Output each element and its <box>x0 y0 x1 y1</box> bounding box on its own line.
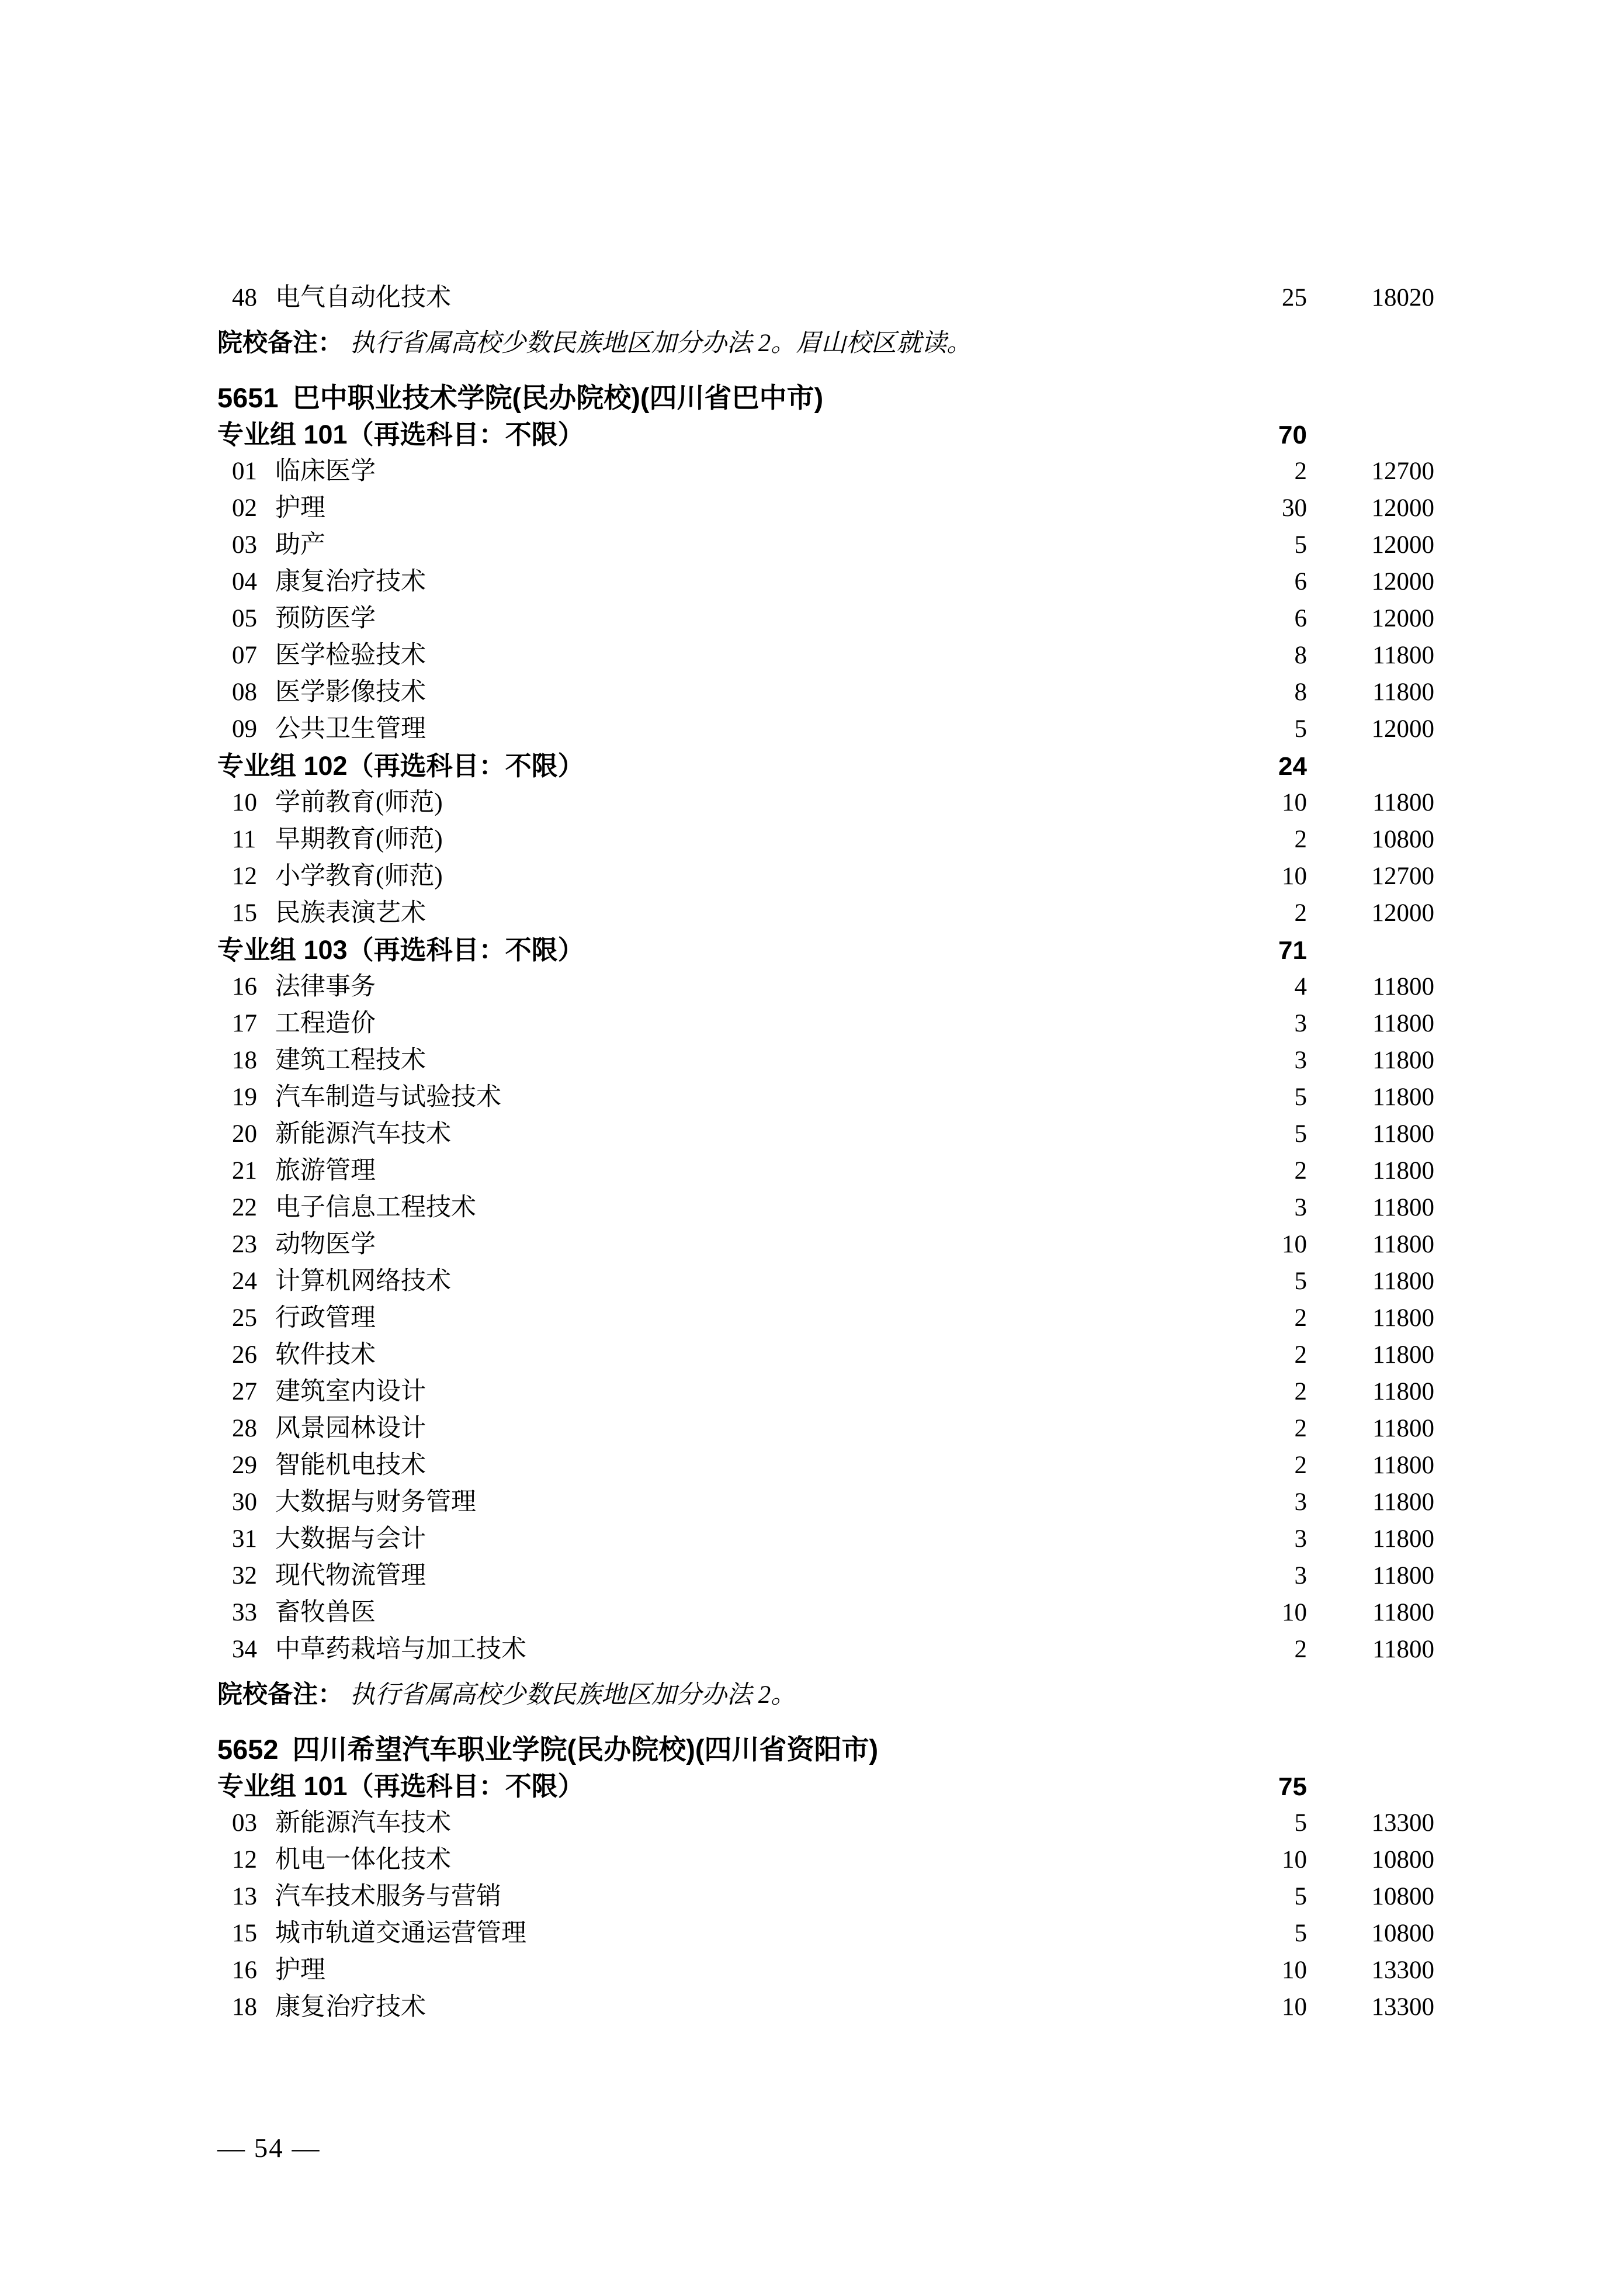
major-title <box>232 1952 1213 1989</box>
fee-value: 11800 <box>1372 1488 1434 1516</box>
major-name: 电气自动化技术 <box>275 284 451 311</box>
major-name: 新能源汽车技术 <box>275 1809 451 1837</box>
major-title <box>232 279 1213 316</box>
fee-value: 12000 <box>1371 494 1434 522</box>
major-title <box>232 600 1213 637</box>
major-row <box>217 1042 1434 1079</box>
major-name: 早期教育(师范) <box>275 826 443 853</box>
major-row <box>217 1805 1434 1841</box>
fee-value: 11800 <box>1372 1194 1434 1221</box>
major-title <box>232 895 1213 931</box>
major-title <box>232 1336 1213 1373</box>
major-title <box>232 674 1213 711</box>
fee-value: 11800 <box>1372 1341 1434 1369</box>
quota-value: 2 <box>1294 458 1307 485</box>
major-row <box>217 1878 1434 1915</box>
major-row <box>217 1841 1434 1878</box>
major-row <box>217 1116 1434 1152</box>
major-title <box>232 453 1213 490</box>
quota-value: 5 <box>1294 1083 1307 1111</box>
fee-value: 11800 <box>1372 1304 1434 1332</box>
major-name: 大数据与财务管理 <box>275 1488 476 1516</box>
fee-value: 11800 <box>1372 642 1434 669</box>
major-title <box>232 1263 1213 1300</box>
major-title <box>232 527 1213 563</box>
major-code: 16 <box>232 973 257 1000</box>
fee-value: 11800 <box>1372 789 1434 816</box>
major-code: 27 <box>232 1378 257 1405</box>
major-row <box>217 711 1434 747</box>
major-title <box>232 1410 1213 1447</box>
fee-value: 12000 <box>1371 715 1434 743</box>
major-code: 12 <box>232 863 257 890</box>
group-header <box>217 1768 1434 1805</box>
fee-value: 11800 <box>1372 678 1434 706</box>
major-name: 学前教育(师范) <box>275 789 443 816</box>
major-code: 24 <box>232 1268 257 1295</box>
major-title <box>232 1484 1213 1521</box>
major-name: 计算机网络技术 <box>275 1268 451 1295</box>
fee-value: 12000 <box>1371 899 1434 927</box>
fee-value: 13300 <box>1371 1809 1434 1837</box>
major-name: 护理 <box>275 494 325 522</box>
major-name: 公共卫生管理 <box>275 715 426 743</box>
major-row <box>217 1484 1434 1521</box>
major-code: 33 <box>232 1599 257 1626</box>
major-name: 大数据与会计 <box>275 1525 426 1553</box>
quota-value: 3 <box>1294 1488 1307 1516</box>
fee-value: 18020 <box>1371 284 1434 311</box>
quota-value: 5 <box>1294 531 1307 559</box>
institution-code: 5651 <box>217 382 279 413</box>
quota-value: 3 <box>1294 1194 1307 1221</box>
major-code: 28 <box>232 1415 257 1442</box>
quota-value: 5 <box>1294 715 1307 743</box>
major-code: 34 <box>232 1636 257 1663</box>
major-row <box>217 821 1434 858</box>
major-row <box>217 1989 1434 2025</box>
fee-value: 11800 <box>1372 1599 1434 1626</box>
major-name: 民族表演艺术 <box>275 899 426 927</box>
major-title <box>232 1878 1213 1915</box>
major-title <box>232 1005 1213 1042</box>
major-title <box>232 1521 1213 1557</box>
major-name: 智能机电技术 <box>275 1452 426 1479</box>
major-title <box>232 490 1213 527</box>
major-name: 现代物流管理 <box>275 1562 426 1589</box>
group-label: 专业组 103（再选科目：不限） <box>217 935 584 965</box>
major-title <box>232 821 1213 858</box>
fee-value: 13300 <box>1371 1993 1434 2021</box>
major-code: 04 <box>232 568 257 595</box>
major-code: 12 <box>232 1846 257 1873</box>
major-code: 05 <box>232 605 257 632</box>
major-title <box>232 858 1213 895</box>
quota-value: 10 <box>1282 1956 1307 1984</box>
major-title <box>232 1631 1213 1668</box>
major-name: 医学影像技术 <box>275 678 426 706</box>
fee-value: 10800 <box>1371 1920 1434 1947</box>
major-row <box>217 784 1434 821</box>
fee-value: 11800 <box>1372 1268 1434 1295</box>
quota-value: 2 <box>1294 1304 1307 1332</box>
quota-value: 10 <box>1282 1231 1307 1258</box>
fee-value: 10800 <box>1371 1846 1434 1873</box>
quota-value: 6 <box>1294 568 1307 595</box>
major-name: 工程造价 <box>275 1010 376 1037</box>
major-code: 25 <box>232 1304 257 1332</box>
group-label: 专业组 101（再选科目：不限） <box>217 1771 584 1801</box>
major-row <box>217 1410 1434 1447</box>
fee-value: 11800 <box>1372 1010 1434 1037</box>
major-code: 13 <box>232 1883 257 1910</box>
major-row <box>217 600 1434 637</box>
major-row <box>217 968 1434 1005</box>
quota-value: 8 <box>1294 678 1307 706</box>
quota-value: 5 <box>1294 1920 1307 1947</box>
major-name: 康复治疗技术 <box>275 568 426 595</box>
major-row <box>217 1521 1434 1557</box>
major-name: 风景园林设计 <box>275 1415 426 1442</box>
major-code: 31 <box>232 1525 257 1553</box>
group-label: 专业组 102（再选科目：不限） <box>217 751 584 781</box>
quota-value: 5 <box>1294 1268 1307 1295</box>
remarks-label: 院校备注： <box>217 1681 343 1709</box>
fee-value: 11800 <box>1372 973 1434 1000</box>
fee-value: 11800 <box>1372 1120 1434 1148</box>
major-row <box>217 674 1434 711</box>
quota-value: 5 <box>1294 1809 1307 1837</box>
major-title <box>232 711 1213 747</box>
fee-value: 11800 <box>1372 1415 1434 1442</box>
major-name: 小学教育(师范) <box>275 863 443 890</box>
quota-value: 2 <box>1294 1415 1307 1442</box>
major-code: 29 <box>232 1452 257 1479</box>
major-row <box>217 1300 1434 1336</box>
major-name: 中草药栽培与加工技术 <box>275 1636 526 1663</box>
fee-value: 10800 <box>1371 826 1434 853</box>
major-title <box>232 1300 1213 1336</box>
quota-value: 2 <box>1294 899 1307 927</box>
major-name: 机电一体化技术 <box>275 1846 451 1873</box>
major-row <box>217 490 1434 527</box>
page-number: — 54 — <box>217 2133 321 2163</box>
major-title <box>232 637 1213 674</box>
major-name: 护理 <box>275 1956 325 1984</box>
major-code: 15 <box>232 1920 257 1947</box>
major-name: 助产 <box>275 531 325 559</box>
fee-value: 12000 <box>1371 568 1434 595</box>
major-row <box>217 1079 1434 1116</box>
major-title <box>232 1447 1213 1484</box>
major-name: 汽车技术服务与营销 <box>275 1883 501 1910</box>
fee-value: 11800 <box>1372 1378 1434 1405</box>
fee-value: 11800 <box>1372 1047 1434 1074</box>
major-title <box>232 784 1213 821</box>
major-title <box>232 1841 1213 1878</box>
group-quota: 71 <box>1278 936 1307 965</box>
group-quota: 75 <box>1278 1772 1307 1801</box>
major-row <box>217 1915 1434 1952</box>
major-name: 软件技术 <box>275 1341 376 1369</box>
quota-value: 8 <box>1294 642 1307 669</box>
quota-value: 2 <box>1294 1452 1307 1479</box>
major-title <box>232 563 1213 600</box>
major-row <box>217 527 1434 563</box>
remarks-text: 执行省属高校少数民族地区加分办法 2。 <box>350 1681 796 1709</box>
major-row <box>217 858 1434 895</box>
quota-value: 3 <box>1294 1562 1307 1589</box>
major-code: 02 <box>232 494 257 522</box>
quota-value: 10 <box>1282 789 1307 816</box>
major-name: 临床医学 <box>275 458 376 485</box>
quota-value: 2 <box>1294 1157 1307 1185</box>
group-header <box>217 931 1434 968</box>
group-header <box>217 747 1434 784</box>
major-row <box>217 895 1434 931</box>
fee-value: 10800 <box>1371 1883 1434 1910</box>
major-title <box>232 1989 1213 2025</box>
major-name: 建筑工程技术 <box>275 1047 426 1074</box>
quota-value: 10 <box>1282 863 1307 890</box>
major-title <box>232 1079 1213 1116</box>
major-code: 07 <box>232 642 257 669</box>
remarks-line <box>217 1677 1434 1713</box>
institution-header <box>217 1731 1434 1768</box>
major-code: 26 <box>232 1341 257 1369</box>
quota-value: 10 <box>1282 1599 1307 1626</box>
fee-value: 11800 <box>1372 1083 1434 1111</box>
major-code: 03 <box>232 1809 257 1837</box>
major-row <box>217 1005 1434 1042</box>
major-title <box>232 1152 1213 1189</box>
institution-title <box>217 379 1434 416</box>
major-row <box>217 1952 1434 1989</box>
major-name: 汽车制造与试验技术 <box>275 1083 501 1111</box>
major-row <box>217 453 1434 490</box>
major-name: 动物医学 <box>275 1231 376 1258</box>
quota-value: 2 <box>1294 1378 1307 1405</box>
major-title <box>232 1373 1213 1410</box>
major-name: 康复治疗技术 <box>275 1993 426 2021</box>
major-code: 19 <box>232 1083 257 1111</box>
major-row <box>217 1189 1434 1226</box>
quota-value: 30 <box>1282 494 1307 522</box>
major-row <box>217 563 1434 600</box>
major-code: 30 <box>232 1488 257 1516</box>
institution-header <box>217 379 1434 416</box>
fee-value: 11800 <box>1372 1231 1434 1258</box>
institution-name: 四川希望汽车职业学院(民办院校)(四川省资阳市) <box>292 1734 879 1765</box>
major-name: 城市轨道交通运营管理 <box>275 1920 526 1947</box>
institution-name: 巴中职业技术学院(民办院校)(四川省巴中市) <box>292 382 824 413</box>
major-code: 11 <box>232 826 256 853</box>
institution-title <box>217 1731 1434 1768</box>
major-row <box>217 1373 1434 1410</box>
major-title <box>232 1915 1213 1952</box>
quota-value: 10 <box>1282 1993 1307 2021</box>
quota-value: 5 <box>1294 1120 1307 1148</box>
major-title <box>232 1042 1213 1079</box>
major-title <box>232 968 1213 1005</box>
major-code: 15 <box>232 899 257 927</box>
group-quota: 70 <box>1278 421 1307 449</box>
major-row <box>217 279 1434 316</box>
major-row <box>217 1263 1434 1300</box>
major-name: 旅游管理 <box>275 1157 376 1185</box>
major-title <box>232 1116 1213 1152</box>
major-name: 建筑室内设计 <box>275 1378 426 1405</box>
quota-value: 3 <box>1294 1047 1307 1074</box>
fee-value: 12000 <box>1371 531 1434 559</box>
quota-value: 10 <box>1282 1846 1307 1873</box>
remarks-line <box>217 325 1434 362</box>
major-name: 行政管理 <box>275 1304 376 1332</box>
major-row <box>217 1226 1434 1263</box>
major-name: 医学检验技术 <box>275 642 426 669</box>
quota-value: 3 <box>1294 1010 1307 1037</box>
major-title <box>232 1189 1213 1226</box>
major-title <box>232 1805 1213 1841</box>
fee-value: 13300 <box>1371 1956 1434 1984</box>
major-code: 17 <box>232 1010 257 1037</box>
major-code: 21 <box>232 1157 257 1185</box>
major-row <box>217 1336 1434 1373</box>
major-code: 18 <box>232 1993 257 2021</box>
group-quota: 24 <box>1278 752 1307 781</box>
major-name: 新能源汽车技术 <box>275 1120 451 1148</box>
fee-value: 12700 <box>1371 458 1434 485</box>
remarks-text: 执行省属高校少数民族地区加分办法 2。眉山校区就读。 <box>350 330 972 357</box>
major-code: 10 <box>232 789 257 816</box>
institution-code: 5652 <box>217 1734 279 1765</box>
remarks-label: 院校备注： <box>217 329 343 357</box>
quota-value: 25 <box>1282 284 1307 311</box>
major-row <box>217 637 1434 674</box>
major-code: 01 <box>232 458 257 485</box>
major-name: 畜牧兽医 <box>275 1599 376 1626</box>
fee-value: 12000 <box>1371 605 1434 632</box>
fee-value: 11800 <box>1372 1562 1434 1589</box>
fee-value: 12700 <box>1371 863 1434 890</box>
quota-value: 2 <box>1294 826 1307 853</box>
group-header <box>217 416 1434 453</box>
fee-value: 11800 <box>1372 1636 1434 1663</box>
quota-value: 4 <box>1294 973 1307 1000</box>
major-code: 16 <box>232 1956 257 1984</box>
major-name: 法律事务 <box>275 973 376 1000</box>
major-title <box>232 1226 1213 1263</box>
major-code: 20 <box>232 1120 257 1148</box>
quota-value: 2 <box>1294 1341 1307 1369</box>
major-row <box>217 1152 1434 1189</box>
major-code: 09 <box>232 715 257 743</box>
major-code: 18 <box>232 1047 257 1074</box>
quota-value: 5 <box>1294 1883 1307 1910</box>
major-name: 预防医学 <box>275 605 376 632</box>
fee-value: 11800 <box>1372 1157 1434 1185</box>
quota-value: 3 <box>1294 1525 1307 1553</box>
fee-value: 11800 <box>1372 1452 1434 1479</box>
group-label: 专业组 101（再选科目：不限） <box>217 420 584 449</box>
quota-value: 2 <box>1294 1636 1307 1663</box>
major-code: 32 <box>232 1562 257 1589</box>
major-row <box>217 1631 1434 1668</box>
major-row <box>217 1557 1434 1594</box>
major-code: 23 <box>232 1231 257 1258</box>
major-code: 03 <box>232 531 257 559</box>
major-code: 22 <box>232 1194 257 1221</box>
fee-value: 11800 <box>1372 1525 1434 1553</box>
major-code: 48 <box>232 284 257 311</box>
major-row <box>217 1447 1434 1484</box>
major-row <box>217 1594 1434 1631</box>
major-title <box>232 1557 1213 1594</box>
enrollment-plan-table <box>217 279 1434 2025</box>
quota-value: 6 <box>1294 605 1307 632</box>
major-name: 电子信息工程技术 <box>275 1194 476 1221</box>
major-title <box>232 1594 1213 1631</box>
major-code: 08 <box>232 678 257 706</box>
